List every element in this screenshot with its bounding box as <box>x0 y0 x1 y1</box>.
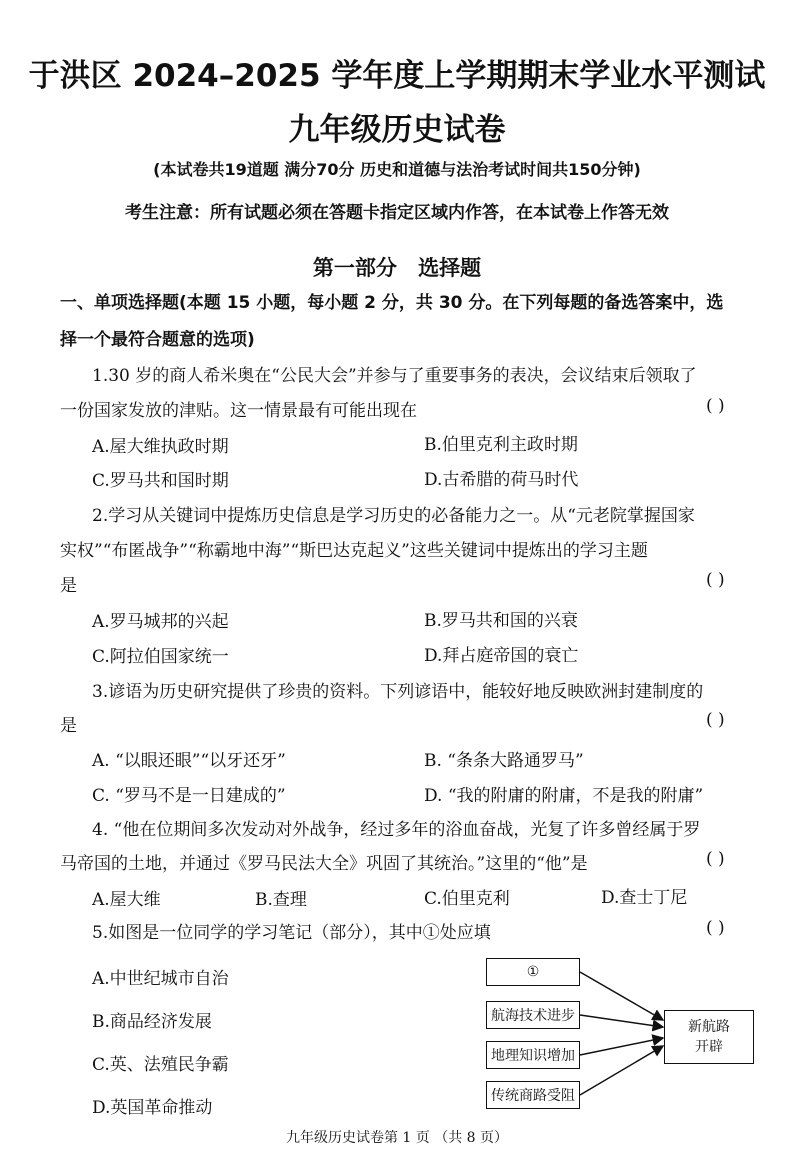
q1-option-b: B.伯里克利主政时期 <box>424 435 578 455</box>
q5-stem-line1: 5.如图是一位同学的学习笔记（部分），其中①处应填 <box>92 923 491 943</box>
diagram-blank-box: ① <box>486 958 580 986</box>
q4-stem-line2: 马帝国的土地，并通过《罗马民法大全》巩固了其统治。”这里的“他”是 <box>60 854 588 874</box>
exam-info: (本试卷共19道题 满分70分 历史和道德与法治考试时间共150分钟) <box>153 160 641 179</box>
exam-title: 于洪区 2024–2025 学年度上学期期末学业水平测试 <box>28 58 766 94</box>
q1-stem-line2: 一份国家发放的津贴。这一情景最有可能出现在 <box>60 401 417 421</box>
q5-option-b: B.商品经济发展 <box>92 1012 212 1032</box>
q2-option-a: A.罗马城邦的兴起 <box>92 612 229 632</box>
q4-option-a: A.屋大维 <box>92 890 161 910</box>
exam-subtitle: 九年级历史试卷 <box>288 112 506 148</box>
page-footer: 九年级历史试卷第 1 页 （共 8 页） <box>285 1130 509 1146</box>
q1-answer-bracket: ( ) <box>706 396 725 416</box>
q5-option-d: D.英国革命推动 <box>92 1098 213 1118</box>
q3-stem-line1: 3.谚语为历史研究提供了珍贵的资料。下列谚语中，能较好地反映欧洲封建制度的 <box>92 682 704 702</box>
q3-stem-line2: 是 <box>60 716 77 736</box>
arrow-2 <box>580 1015 663 1027</box>
arrow-3 <box>580 1038 663 1055</box>
q5-option-c: C.英、法殖民争霸 <box>92 1055 229 1075</box>
diagram-cause-3: 传统商路受阻 <box>486 1081 580 1109</box>
q3-option-d: D. “我的附庸的附庸，不是我的附庸” <box>424 786 704 806</box>
q2-stem-line3: 是 <box>60 576 77 596</box>
q2-option-d: D.拜占庭帝国的衰亡 <box>424 646 579 666</box>
section-heading-line2: 择一个最符合题意的选项) <box>60 330 255 350</box>
q4-stem-line1: 4. “他在位期间多次发动对外战争，经过多年的浴血奋战，光复了许多曾经属于罗 <box>92 820 701 840</box>
q3-option-b: B. “条条大路通罗马” <box>424 751 584 771</box>
q3-option-c: C. “罗马不是一日建成的” <box>92 786 286 806</box>
q2-option-c: C.阿拉伯国家统一 <box>92 647 229 667</box>
exam-notice: 考生注意：所有试题必须在答题卡指定区域内作答，在本试卷上作答无效 <box>125 203 669 223</box>
q1-option-a: A.屋大维执政时期 <box>92 437 229 457</box>
diagram-result-line2: 开辟 <box>695 1039 723 1055</box>
q2-stem-line1: 2.学习从关键词中提炼历史信息是学习历史的必备能力之一。从“元老院掌握国家 <box>92 506 695 526</box>
q4-option-c: C.伯里克利 <box>424 889 510 909</box>
q1-stem-line1: 1.30 岁的商人希米奥在“公民大会”并参与了重要事务的表决，会议结束后领取了 <box>92 366 697 386</box>
q2-option-b: B.罗马共和国的兴衰 <box>424 611 578 631</box>
diagram-cause-1: 航海技术进步 <box>486 1001 580 1029</box>
q4-option-b: B.查理 <box>255 890 307 910</box>
q1-option-d: D.古希腊的荷马时代 <box>424 470 579 490</box>
q1-option-c: C.罗马共和国时期 <box>92 471 229 491</box>
part-title: 第一部分 选择题 <box>312 256 482 280</box>
diagram-cause-2: 地理知识增加 <box>486 1041 580 1069</box>
diagram-result-line1: 新航路 <box>688 1019 730 1035</box>
q3-option-a: A. “以眼还眼”“以牙还牙” <box>92 751 286 771</box>
q3-answer-bracket: ( ) <box>706 710 725 730</box>
q4-option-d: D.查士丁尼 <box>601 888 688 908</box>
diagram-result-box <box>664 1010 754 1064</box>
arrow-1 <box>580 972 663 1020</box>
q4-answer-bracket: ( ) <box>706 849 725 869</box>
q5-answer-bracket: ( ) <box>706 918 725 938</box>
arrow-4 <box>580 1046 663 1095</box>
q2-stem-line2: 实权”“布匿战争”“称霸地中海”“斯巴达克起义”这些关键词中提炼出的学习主题 <box>60 541 648 561</box>
q5-option-a: A.中世纪城市自治 <box>92 969 229 989</box>
q2-answer-bracket: ( ) <box>706 570 725 590</box>
section-heading-line1: 一、单项选择题(本题 15 小题，每小题 2 分，共 30 分。在下列每题的备选答案中，选 <box>60 293 724 313</box>
